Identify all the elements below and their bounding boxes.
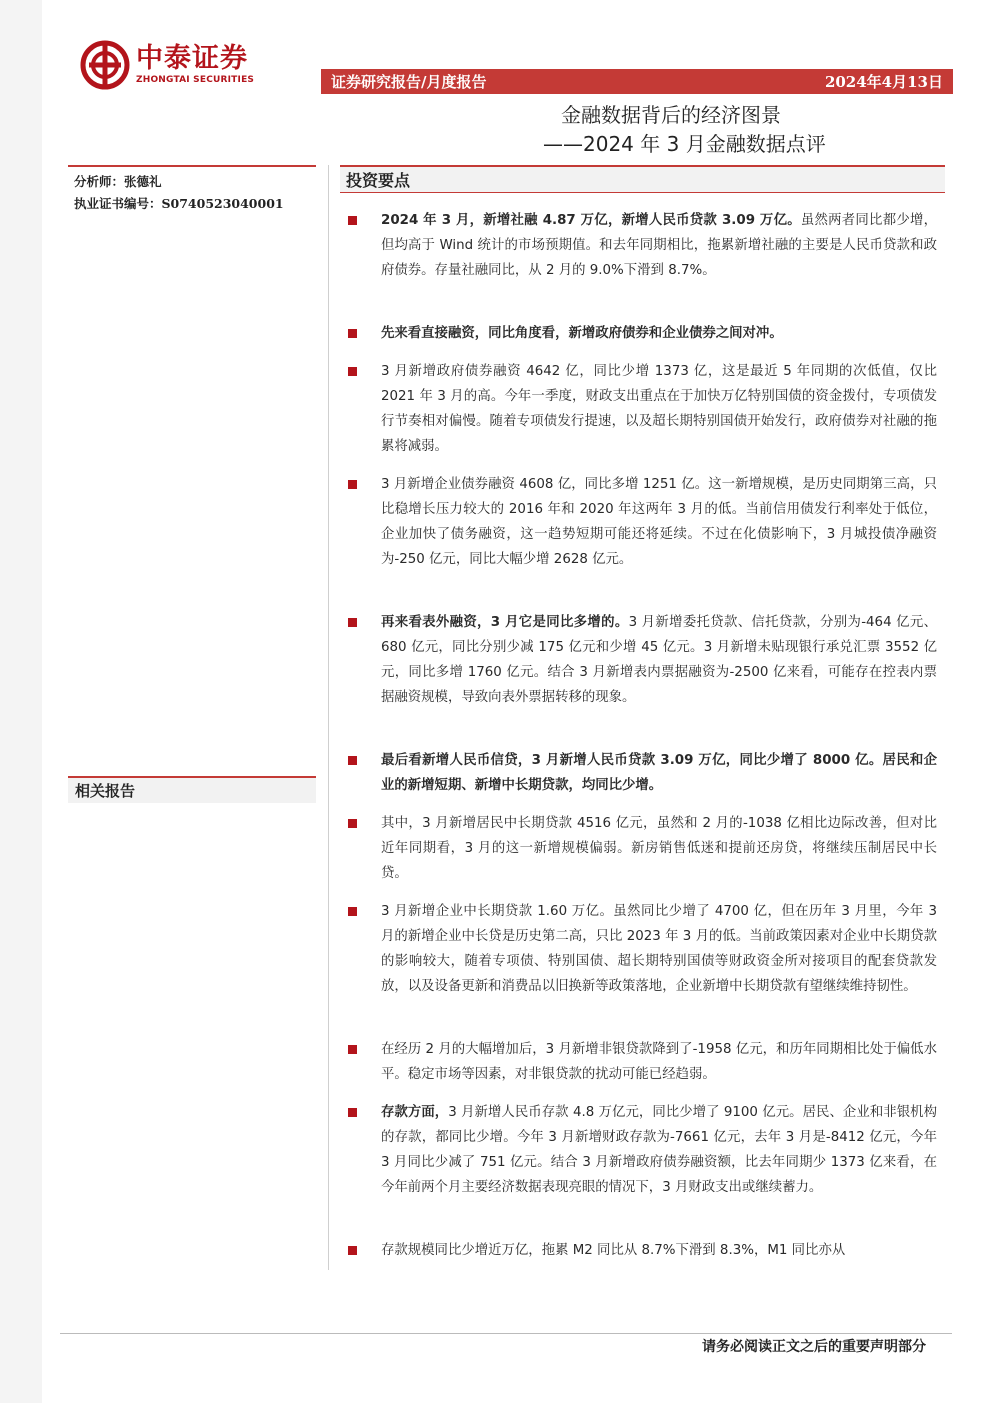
paragraph-body: 3 月新增企业债券融资 4608 亿，同比多增 1251 亿。这一新增规模，是历史同期第三高，只比稳增长压力较大的 2016 年和 2020 年这两年 3 月的低。当前信用债发行利率处于低位，企业加快了债务融资，这一趋势短期可能还将延续。不过在化债影响下，3 月城投债净融资为-250 亿元，同比大幅少增 2628 亿元。 [381, 477, 937, 567]
section-heading: 投资要点 [340, 165, 945, 193]
report-header-bar [321, 69, 953, 94]
paragraph-10 [381, 1100, 937, 1200]
bullet-square-icon [348, 907, 357, 916]
report-title: 金融数据背后的经济图景 [561, 103, 781, 127]
report-date: 2024年4月13日 [824, 73, 943, 91]
bullet-square-icon [348, 367, 357, 376]
bullet-square-icon [348, 1246, 357, 1255]
paragraph-5 [381, 610, 937, 710]
bullet-square-icon [348, 480, 357, 489]
bullet-square-icon [348, 1108, 357, 1117]
paragraph-lead: 先来看直接融资，同比角度看，新增政府债券和企业债券之间对冲。 [381, 326, 783, 341]
sidebar-top-rule [68, 165, 316, 167]
paragraph-11 [381, 1238, 937, 1263]
bullet-square-icon [348, 216, 357, 225]
paragraph-2 [381, 321, 937, 346]
paragraph-8 [381, 899, 937, 999]
paragraph-3 [381, 359, 937, 459]
bullet-square-icon [348, 1045, 357, 1054]
report-category: 证券研究报告/月度报告 [331, 73, 487, 91]
page-margin-strip [0, 0, 42, 1403]
paragraph-lead: 存款方面， [381, 1105, 449, 1120]
paragraph-body: 3 月新增企业中长期贷款 1.60 万亿。虽然同比少增了 4700 亿，但在历年 3 月里，今年 3 月的新增企业中长贷是历史第二高，只比 2023 年 3 月的低。当前政策因素对企业中长期贷款的影响较大，随着专项债、特别国债、超长期特别国债等财政资金所对接项目的配套贷款发放，以及设备更新和消费品以旧换新等政策落地，企业新增中长期贷款有望继续维持韧性。 [381, 904, 937, 994]
paragraph-lead: 再来看表外融资，3 月它是同比多增的。 [381, 615, 629, 630]
brand-name-en: ZHONGTAI SECURITIES [136, 75, 255, 85]
paragraph-body: 在经历 2 月的大幅增加后，3 月新增非银贷款降到了-1958 亿元，和历年同期相比处于偏低水平。稳定市场等因素，对非银贷款的扰动可能已经趋弱。 [381, 1042, 937, 1082]
related-reports-heading: 相关报告 [68, 776, 316, 803]
analyst-sidebar [68, 165, 316, 215]
bullet-square-icon [348, 819, 357, 828]
paragraph-6 [381, 748, 937, 798]
report-subtitle: ——2024 年 3 月金融数据点评 [543, 132, 826, 156]
analyst-cert: 执业证书编号：S0740523040001 [74, 196, 284, 211]
paragraph-4 [381, 472, 937, 572]
analyst-name: 分析师：张德礼 [74, 174, 162, 189]
paragraph-body: 3 月新增委托贷款、信托贷款，分别为-464 亿元、680 亿元，同比分别少减 175 亿元和少增 45 亿元。3 月新增未贴现银行承兑汇票 3552 亿元，同比多增 1760 亿元。结合 3 月新增表内票据融资为-2500 亿来看，可能存在控表内票据融资规模，导致向表外票据转移的现象。 [381, 615, 938, 705]
bullet-square-icon [348, 618, 357, 627]
brand-name-cn: 中泰证券 [136, 43, 248, 74]
company-logo [80, 40, 254, 90]
paragraph-1 [381, 208, 937, 283]
paragraph-lead: 2024 年 3 月，新增社融 4.87 万亿，新增人民币贷款 3.09 万亿。 [381, 213, 801, 228]
paragraph-lead: 最后看新增人民币信贷，3 月新增人民币贷款 3.09 万亿，同比少增了 8000 亿。居民和企业的新增短期、新增中长期贷款，均同比少增。 [381, 753, 937, 793]
footer-rule [60, 1333, 952, 1334]
bullet-square-icon [348, 329, 357, 338]
paragraph-9 [381, 1037, 937, 1087]
zhongtai-logo-icon [80, 40, 130, 90]
footer-disclaimer: 请务必阅读正文之后的重要声明部分 [702, 1339, 926, 1355]
column-divider [328, 165, 329, 1270]
paragraph-body: 3 月新增政府债券融资 4642 亿，同比少增 1373 亿，这是最近 5 年同期的次低值，仅比 2021 年 3 月的高。今年一季度，财政支出重点在于加快万亿特别国债的资金拨付，专项债发行节奏相对偏慢。随着专项债发行提速，以及超长期特别国债开始发行，政府债券对社融的拖累将减弱。 [381, 364, 937, 454]
paragraph-body: 3 月新增人民币存款 4.8 万亿元，同比少增了 9100 亿元。居民、企业和非银机构的存款，都同比少增。今年 3 月新增财政存款为-7661 亿元，去年 3 月是-8412 亿元，今年 3 月同比少减了 751 亿元。结合 3 月新增政府债券融资额，比去年同期少 1373 亿来看，在今年前两个月主要经济数据表现亮眼的情况下，3 月财政支出或继续蓄力。 [381, 1105, 937, 1195]
paragraph-body: 其中，3 月新增居民中长期贷款 4516 亿元，虽然和 2 月的-1038 亿相比边际改善，但对比近年同期看，3 月的这一新增规模偏弱。新房销售低迷和提前还房贷，将继续压制居民中长贷。 [381, 816, 937, 881]
paragraph-body: 虽然两者同比都少增，但均高于 Wind 统计的市场预期值。和去年同期相比，拖累新增社融的主要是人民币贷款和政府债券。存量社融同比，从 2 月的 9.0%下滑到 8.7%。 [381, 213, 938, 278]
bullet-square-icon [348, 756, 357, 765]
paragraph-body: 存款规模同比少增近万亿，拖累 M2 同比从 8.7%下滑到 8.3%，M1 同比亦从 [381, 1243, 846, 1258]
paragraph-7 [381, 811, 937, 886]
